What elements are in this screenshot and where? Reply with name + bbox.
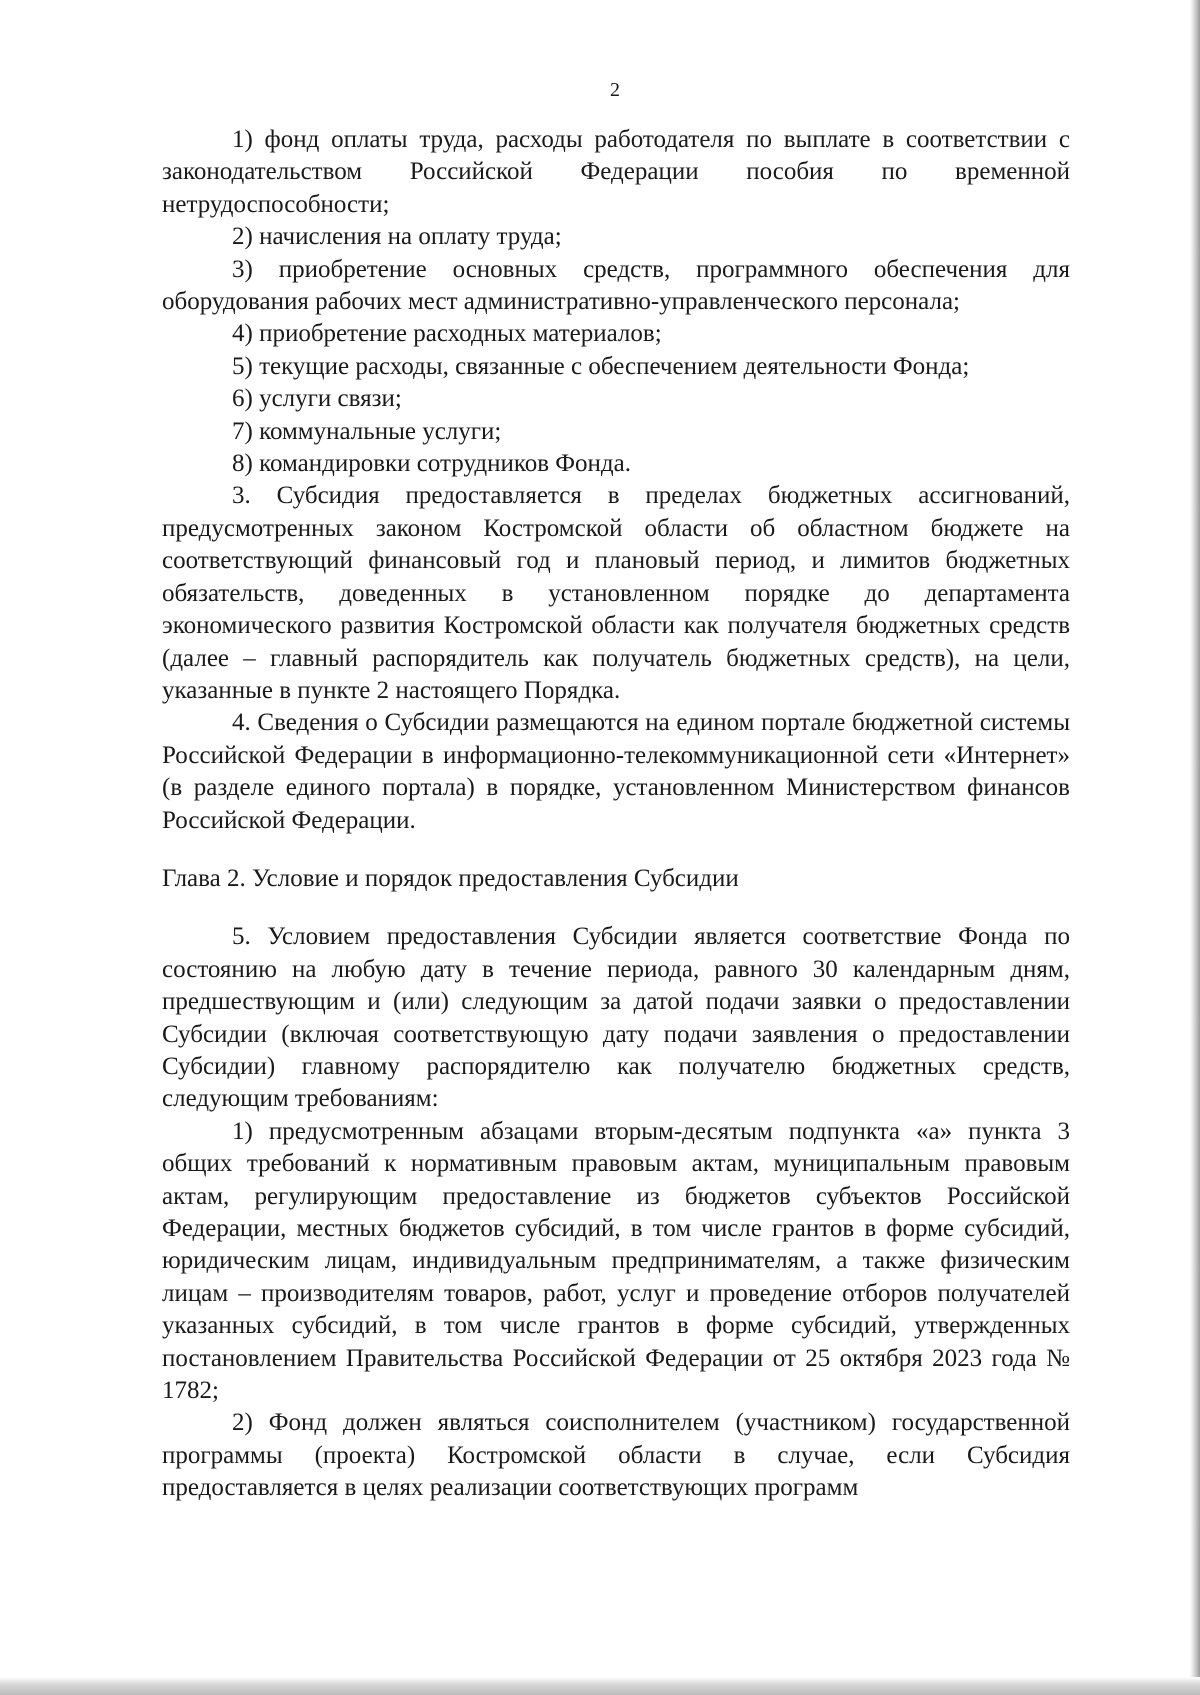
paragraph: 2) Фонд должен являться соисполнителем (участником) государственной программы (проекта) Костромской области в случае, если Субсидия предоставляется в целях реализации соответствующих программ bbox=[162, 1409, 1070, 1502]
paragraph: 4. Сведения о Субсидии размещаются на едином портале бюджетной системы Российской Федерации в информационно-телекоммуникационной сети «Интернет» (в разделе единого портала) в порядке, установленном Министерством финансов Российской Федерации. bbox=[162, 709, 1070, 834]
paragraph: 5. Условием предоставления Субсидии является соответствие Фонда по состоянию на любую дату в течение периода, равного 30 календарным дням, предшествующим и (или) следующим за датой подачи заявки о предоставлении Субсидии (включая соответствующую дату подачи заявления о предоставлении Субсидии) главному распорядителю как получателю бюджетных средств, следующим требованиям: bbox=[162, 923, 1070, 1113]
paragraph: 4) приобретение расходных материалов; bbox=[232, 320, 662, 348]
scan-edge-right bbox=[1190, 0, 1200, 1695]
paragraph: 8) командировки сотрудников Фонда. bbox=[232, 450, 631, 478]
paragraph: 7) коммунальные услуги; bbox=[232, 417, 502, 445]
paragraph: 5) текущие расходы, связанные с обеспечением деятельности Фонда; bbox=[232, 352, 970, 380]
scan-edge-bottom bbox=[0, 1677, 1200, 1695]
paragraph: 2) начисления на оплату труда; bbox=[232, 223, 562, 251]
paragraph: 6) услуги связи; bbox=[232, 385, 402, 413]
paragraph: 1) предусмотренным абзацами вторым-десятым подпункта «а» пункта 3 общих требований к нормативным правовым актам, муниципальным правовым актам, регулирующим предоставление из бюджетов субъектов Российской Федерации, местных бюджетов субсидий, в том числе грантов в форме субсидий, юридическим лицам, индивидуальным предпринимателям, а также физическим лицам – производителям товаров, работ, услуг и проведение отборов получателей указанных субсидий, в том числе грантов в форме субсидий, утвержденных постановлением Правительства Российской Федерации от 25 октября 2023 года № 1782; bbox=[162, 1117, 1070, 1405]
paragraph: 3) приобретение основных средств, программного обеспечения для оборудования рабочих мест административно-управленческого персонала; bbox=[162, 255, 1070, 316]
paragraph: 3. Субсидия предоставляется в пределах бюджетных ассигнований, предусмотренных законом Костромской области об областном бюджете на соответствующий финансовый год и плановый период, и лимитов бюджетных обязательств, доведенных в установленном порядке до департамента экономического развития Костромской области как получателя бюджетных средств (далее – главный распорядитель как получатель бюджетных средств), на цели, указанные в пункте 2 настоящего Порядка. bbox=[162, 482, 1070, 704]
paragraph: 1) фонд оплаты труда, расходы работодателя по выплате в соответствии с законодательством Российской Федерации пособия по временной нетрудоспособности; bbox=[162, 126, 1070, 218]
chapter-heading: Глава 2. Условие и порядок предоставления Субсидии bbox=[162, 864, 739, 892]
document-body bbox=[162, 124, 1070, 1505]
page-number: 2 bbox=[610, 79, 620, 101]
